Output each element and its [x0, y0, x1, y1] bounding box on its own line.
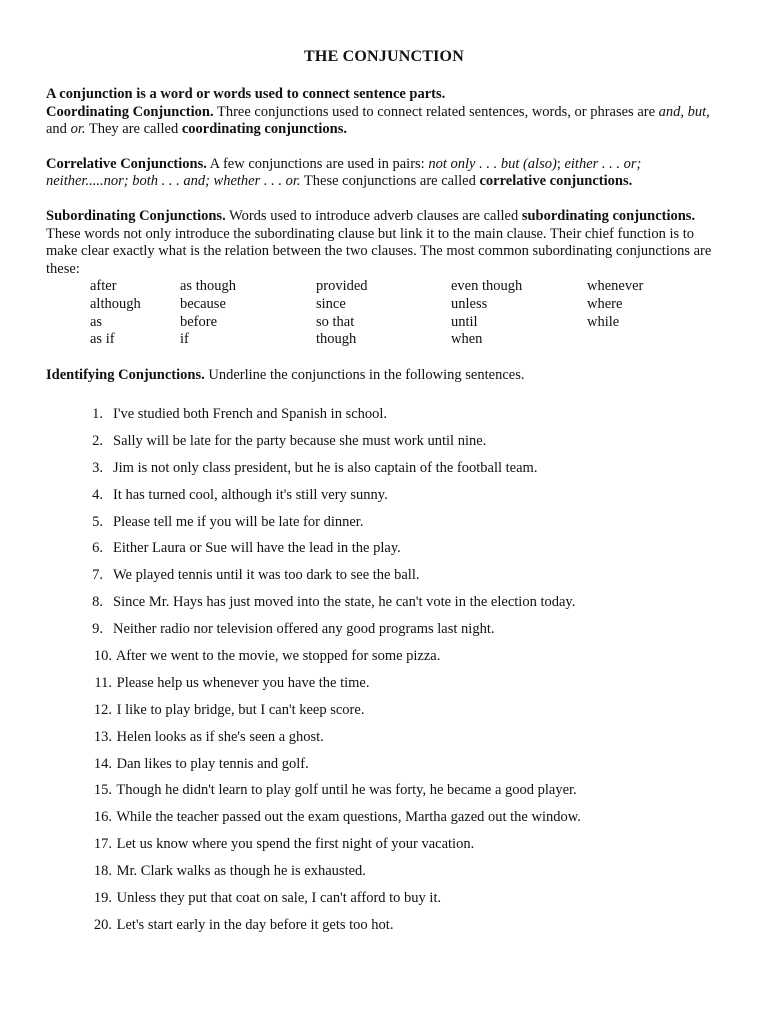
word-cell: even though: [451, 278, 523, 295]
worksheet-body: [46, 86, 726, 384]
coordinating-label: Coordinating Conjunction.: [46, 103, 214, 120]
coordinating-and-text: and: [46, 121, 67, 138]
word-cell: since: [316, 295, 346, 312]
word-cell: where: [587, 295, 623, 312]
sentence-text: It has turned cool, although it's still very sunny.: [113, 486, 388, 503]
word-cell: as though: [180, 278, 236, 295]
word-cell: if: [180, 331, 189, 348]
word-cell: as: [90, 313, 103, 330]
list-item: 13. Helen looks as if she's seen a ghost.: [93, 728, 324, 745]
correlative-pair-5: whether . . . or.: [213, 173, 301, 190]
sentence-text: Since Mr. Hays has just moved into the state, he can't vote in the election today.: [113, 594, 576, 611]
list-item: 9. Neither radio nor television offered any good programs last night.: [92, 621, 495, 638]
list-item: 10. After we went to the movie, we stopped for some pizza.: [93, 648, 441, 665]
word-cell: while: [587, 313, 620, 330]
sentence-text: Either Laura or Sue will have the lead in the play.: [113, 540, 401, 557]
list-item: 4. It has turned cool, although it's still very sunny.: [92, 486, 388, 503]
list-item: 20. Let's start early in the day before it gets too hot.: [93, 916, 394, 933]
correlative-label: Correlative Conjunctions.: [46, 155, 207, 172]
coordinating-paragraph: [46, 104, 726, 139]
word-cell: because: [180, 295, 226, 312]
correlative-pair-2: either . . . or;: [564, 155, 642, 172]
list-item: 19. Unless they put that coat on sale, I can't afford to buy it.: [93, 890, 442, 907]
subordinating-paragraph: [46, 208, 726, 278]
sentence-text: Though he didn't learn to play golf until he was forty, he became a good player.: [116, 782, 577, 799]
word-cell: though: [316, 331, 357, 348]
word-cell: [587, 331, 707, 349]
subordinating-label: Subordinating Conjunctions.: [46, 207, 226, 224]
correlative-term: correlative conjunctions.: [479, 173, 633, 190]
list-item: 14. Dan likes to play tennis and golf.: [93, 755, 309, 772]
list-item: 17. Let us know where you spend the first night of your vacation.: [93, 836, 475, 853]
coordinating-or: or.: [70, 121, 86, 138]
list-item: 18. Mr. Clark walks as though he is exhausted.: [93, 863, 366, 880]
sentence-text: Helen looks as if she's seen a ghost.: [116, 728, 324, 745]
sentence-text: Please tell me if you will be late for dinner.: [113, 513, 364, 530]
sentence-text: Neither radio nor television offered any good programs last night.: [113, 621, 495, 638]
correlative-pair-1: not only . . . but (also): [428, 155, 557, 172]
word-cell: unless: [451, 295, 488, 312]
sentence-text: Dan likes to play tennis and golf.: [116, 755, 309, 772]
correlative-paragraph: Correlative Conjunctions. A few conjunctions are used in pairs: not only . . . but (also); either . . . or; neither.....nor; both . . . and; whether . . . or. These conjunctions are called correlative conjunctions.: [46, 155, 642, 190]
sentence-text: I like to play bridge, but I can't keep score.: [116, 701, 365, 718]
correlative-text-2: These conjunctions are called: [303, 173, 476, 190]
list-item: 8. Since Mr. Hays has just moved into the state, he can't vote in the election today.: [92, 594, 576, 611]
subordinating-text: Words used to introduce adverb clauses are called: [229, 207, 519, 224]
sentence-text: Please help us whenever you have the time.: [116, 674, 370, 691]
correlative-text: A few conjunctions are used in pairs:: [209, 155, 425, 172]
subordinating-word-table: [90, 278, 726, 348]
identifying-paragraph: [46, 367, 726, 385]
sentence-text: Sally will be late for the party because she must work until nine.: [113, 432, 487, 449]
sentence-text: Mr. Clark walks as though he is exhausted.: [116, 863, 366, 880]
sentence-text: While the teacher passed out the exam questions, Martha gazed out the window.: [116, 809, 581, 826]
word-cell: so that: [316, 313, 355, 330]
coordinating-term: coordinating conjunctions.: [181, 121, 348, 138]
word-cell: although: [90, 295, 141, 312]
subordinating-text-2: These words not only introduce the subordinating clause but link it to the main clause. Their chief function is to make clear exactly what is the relation between the two clauses. The most common subordinating conjunctions are these:: [46, 225, 712, 277]
sentence-text: I've studied both French and Spanish in school.: [113, 406, 388, 422]
identifying-label: Identifying Conjunctions.: [46, 366, 205, 383]
sentence-text: We played tennis until it was too dark to see the ball.: [113, 567, 420, 584]
sentence-text: Let's start early in the day before it gets too hot.: [116, 916, 394, 933]
coordinating-text-2: They are called: [88, 121, 179, 138]
list-item: 1. I've studied both French and Spanish in school.: [92, 406, 388, 422]
sentence-list: [89, 404, 729, 942]
list-item: 12. I like to play bridge, but I can't keep score.: [93, 701, 365, 718]
page-title: THE CONJUNCTION: [304, 48, 464, 65]
sentence-text: Let us know where you spend the first night of your vacation.: [116, 836, 475, 853]
word-cell: until: [451, 313, 478, 330]
list-item: 15. Though he didn't learn to play golf until he was forty, he became a good player.: [93, 782, 577, 799]
list-item: 7. We played tennis until it was too dark to see the ball.: [92, 567, 420, 584]
word-cell: provided: [316, 278, 368, 295]
sentence-text: After we went to the movie, we stopped for some pizza.: [115, 648, 441, 665]
word-cell: before: [180, 313, 218, 330]
list-item: 16. While the teacher passed out the exam questions, Martha gazed out the window.: [93, 809, 581, 826]
coordinating-and: and,: [658, 103, 685, 120]
intro-definition: A conjunction is a word or words used to connect sentence parts.: [46, 86, 446, 102]
list-item: 6. Either Laura or Sue will have the lead in the play.: [92, 540, 401, 557]
intro-paragraph: [46, 86, 726, 104]
word-cell: as if: [90, 331, 115, 348]
sentence-text: Unless they put that coat on sale, I can't afford to buy it.: [116, 890, 442, 907]
subordinating-term: subordinating conjunctions.: [521, 207, 696, 224]
word-cell: when: [451, 331, 483, 348]
list-item: 11. Please help us whenever you have the time.: [94, 674, 370, 691]
word-cell: after: [90, 278, 117, 295]
list-item: 3. Jim is not only class president, but he is also captain of the football team.: [92, 459, 538, 476]
word-cell: whenever: [587, 278, 644, 295]
list-item: 2. Sally will be late for the party because she must work until nine.: [92, 432, 487, 449]
list-item: 5. Please tell me if you will be late for dinner.: [92, 513, 364, 530]
correlative-pair-4: both . . . and;: [132, 173, 210, 190]
correlative-pair-3: neither.....nor;: [46, 173, 129, 190]
coordinating-text: Three conjunctions used to connect related sentences, words, or phrases are: [216, 103, 656, 120]
sentence-text: Jim is not only class president, but he is also captain of the football team.: [113, 459, 538, 476]
coordinating-but: but,: [687, 103, 710, 120]
identifying-instructions: Underline the conjunctions in the following sentences.: [208, 366, 525, 383]
